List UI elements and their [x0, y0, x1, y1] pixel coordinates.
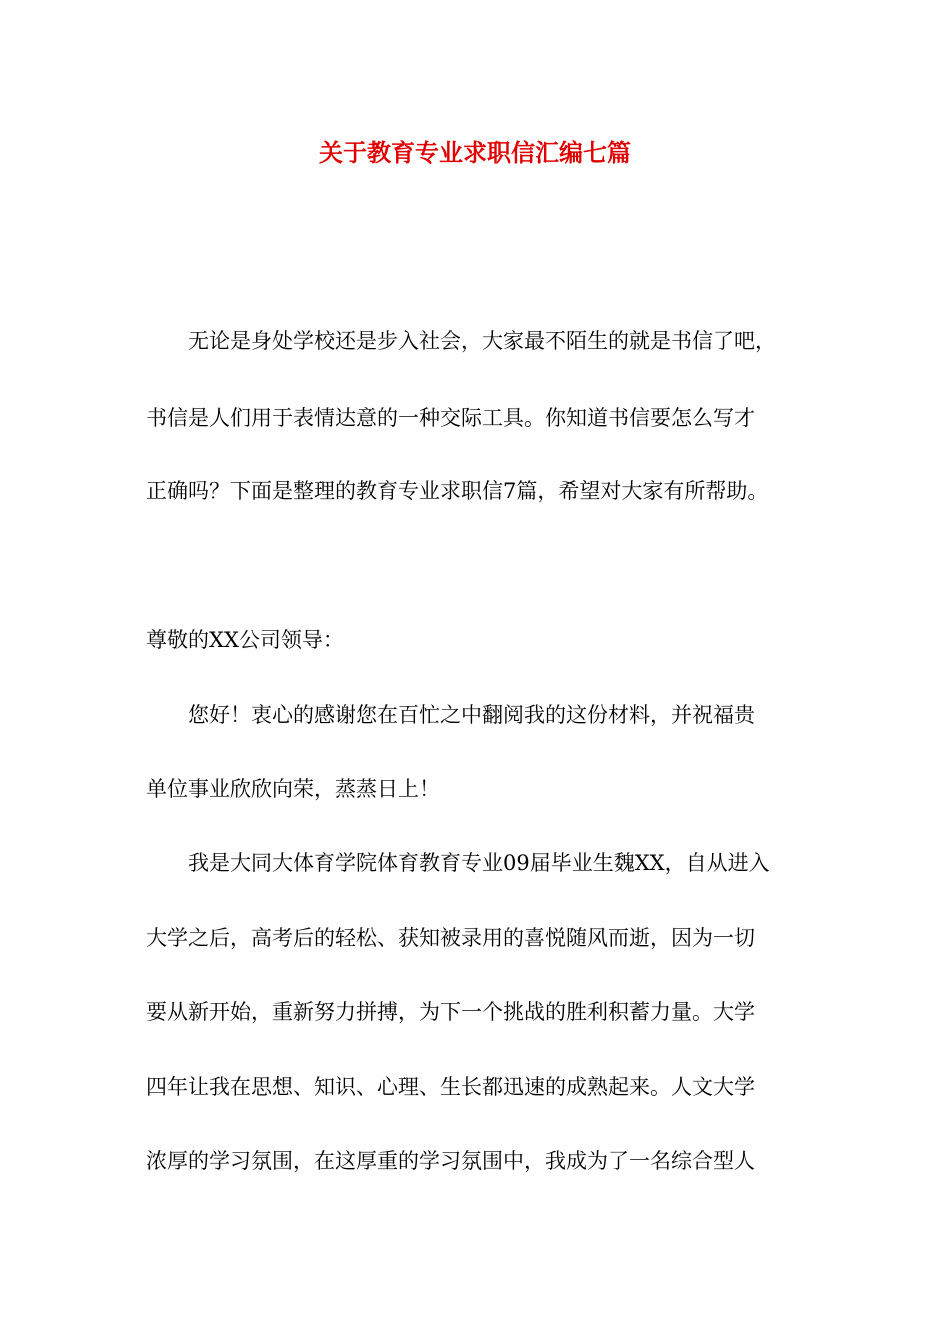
body-line-3: 要从新开始，重新努力拼搏，为下一个挑战的胜利积蓄力量。大学	[146, 1000, 755, 1024]
greeting-line-2: 单位事业欣欣向荣，蒸蒸日上！	[146, 777, 440, 801]
body-line-5: 浓厚的学习氛围，在这厚重的学习氛围中，我成为了一名综合型人	[146, 1149, 755, 1173]
salutation-line: 尊敬的XX公司领导：	[146, 628, 344, 652]
intro-line-3: 正确吗？下面是整理的教育专业求职信7篇，希望对大家有所帮助。	[146, 479, 769, 503]
greeting-line-1: 您好！衷心的感谢您在百忙之中翻阅我的这份材料，并祝福贵	[188, 703, 755, 727]
body-line-4: 四年让我在思想、知识、心理、生长都迅速的成熟起来。人文大学	[146, 1075, 755, 1099]
document-title: 关于教育专业求职信汇编七篇	[319, 138, 631, 167]
intro-line-2: 书信是人们用于表情达意的一种交际工具。你知道书信要怎么写才	[146, 406, 755, 430]
body-line-1: 我是大同大体育学院体育教育专业09届毕业生魏XX，自从进入	[188, 851, 770, 875]
body-line-2: 大学之后，高考后的轻松、获知被录用的喜悦随风而逝，因为一切	[146, 926, 755, 950]
intro-line-1: 无论是身处学校还是步入社会，大家最不陌生的就是书信了吧，	[188, 329, 776, 353]
